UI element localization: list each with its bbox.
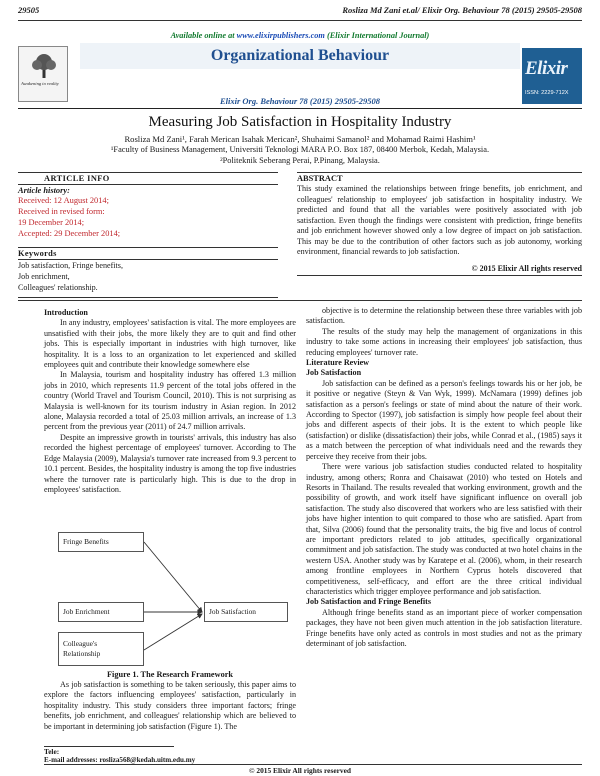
- footnote-rule: [44, 746, 174, 747]
- abstract-rule: [297, 275, 582, 276]
- history-line: Received in revised form:: [18, 207, 105, 216]
- journal-name: Organizational Behaviour: [80, 43, 520, 69]
- footer-rule: [44, 764, 582, 765]
- intro-paragraph-1: In any industry, employees' satisfaction is vital. The more employees are unsatisfied with their jobs, the more likely they are to quit and find other jobs. This is especially important in industries with high turnover, like hospitality. It is a loss to an organization to let experienced and skilled employees quit and contribute their knowledge somewhere else: [44, 318, 296, 370]
- literature-review-heading: Literature Review: [306, 358, 370, 368]
- paper-title: Measuring Job Satisfaction in Hospitality Industry: [148, 114, 452, 130]
- research-framework-figure: [52, 528, 292, 668]
- objective-paragraph: objective is to determine the relationship between these three variables with job satisfaction.: [306, 306, 582, 326]
- elixir-brand: Elixir: [525, 58, 568, 79]
- footer-copyright: © 2015 Elixir All rights reserved: [249, 766, 351, 775]
- keyword-line: Colleagues' relationship.: [18, 283, 98, 292]
- issn-label: ISSN: 2229-712X: [525, 90, 569, 96]
- fringe-benefits-heading: Job Satisfaction and Fringe Benefits: [306, 597, 432, 607]
- keywords-heading: Keywords: [18, 249, 57, 258]
- affiliation-2: ²Politeknik Seberang Perai, P.Pinang, Malaysia.: [220, 156, 380, 165]
- right-column: [306, 306, 582, 649]
- banner-rule: [18, 108, 582, 109]
- awakening-logo: [18, 46, 68, 102]
- email-address[interactable]: rosliza568@kedah.uitm.edu.my: [99, 756, 196, 764]
- after-figure-paragraph: As job satisfaction is something to be taken seriously, this paper aims to explore the factors influencing employees' satisfaction, particularly in hospitality industry. This study considers three important factors; fringe benefits, job enrichment, and colleagues' relationship which are believed to be important in determining job satisfaction (Figure 1). The: [44, 680, 296, 731]
- history-line: Received: 12 August 2014;: [18, 196, 109, 205]
- left-column-continued: [44, 680, 296, 732]
- results-paragraph: The results of the study may help the management of organizations in this industry to take some actions in increasing their employees' job satisfaction, thus reducing employees' turnover rate.: [306, 326, 582, 357]
- keywords-rule: [18, 247, 278, 248]
- telephone-label: Tele:: [44, 747, 60, 756]
- article-info-heading: ARTICLE INFO: [44, 174, 110, 183]
- history-heading: Article history:: [18, 186, 70, 195]
- abstract-heading: ABSTRACT: [297, 174, 343, 183]
- figure-caption: Figure 1. The Research Framework: [106, 670, 234, 679]
- info-rule: [18, 172, 278, 173]
- keywords-rule: [18, 259, 278, 260]
- fringe-benefits-paragraph: Although fringe benefits stand as an important piece of worker compensation packages, they have not been given much attention in the job satisfaction literature. Fringe benefits have only acted as controls in most studies and not as the primary determinant of job satisfaction.: [306, 607, 582, 648]
- intro-paragraph-3: Despite an impressive growth in tourists' arrivals, this industry has also recorded the highest percentage of employees' turnover. According to The Edge Malaysia (2009), Malaysia's turnover rate increased from 9.3 percent to 10.1 percent. Besides, the hospitality industry is among the top five industries where the turnover rate is particularly high. This is due to the drop in employees' satisfaction.: [44, 432, 296, 494]
- box-colleague-line-2: Relationship: [63, 649, 101, 658]
- box-colleague-line-1: Colleague's: [63, 639, 98, 648]
- keywords-rule: [18, 297, 278, 298]
- job-satisfaction-paragraph: Job satisfaction can be defined as a person's feelings towards his or her job, be it positive or negative (Steyn & Van Wyk, 1999). McNamara (1999) defines job satisfaction as a person's feelings or state of mind about the nature of their work. According to Spector (1997), job satisfaction is simply how people feel about their jobs and different aspects of their jobs. It is the extent to which people like (satisfaction) or dislike (dissatisfaction) their jobs, while Conrad et al., (1985) says it as a match between the perception of what individuals need and the rewards they perceive they receive from their jobs.: [306, 378, 582, 461]
- keyword-line: Job satisfaction, Fringe benefits,: [18, 261, 123, 270]
- availability-line: [80, 31, 520, 40]
- intro-paragraph-2: In Malaysia, tourism and hospitality industry has offered 1.3 million jobs in 2010, which represents 11.9 percent of the total jobs offered in the country (World Travel and Tourism Council, 2010). This is not surprising as Malaysia is well-known for its tourism industry in Asian region. In 2012 alone, Malaysia recorded a total of 25.03 million arrivals, an increase of 1.3 percent from the previous year (2011) of 24.7 million arrivals.: [44, 370, 296, 432]
- page-number: 29505: [18, 5, 40, 15]
- box-job-satisfaction: Job Satisfaction: [204, 602, 288, 622]
- abstract-copyright: © 2015 Elixir All rights reserved: [471, 264, 582, 273]
- job-satisfaction-heading: Job Satisfaction: [306, 368, 362, 378]
- abstract-text: This study examined the relationships between fringe benefits, job enrichment, and colleagues' relationship to employees' job satisfaction in hospitality industry. We predicted and found that all the variables were positively associated with job satisfaction. Even though the findings were consistent with prediction, fringe benefits and job enrichment however showed only a low degree of impact on job satisfaction. This may be due to the contribution of other factors such as job autonomy, working environment, financial rewards to job satisfaction.: [297, 184, 582, 256]
- tree-icon: [27, 53, 61, 79]
- left-column: [44, 308, 296, 495]
- journal-citation: Elixir Org. Behaviour 78 (2015) 29505-29508: [219, 96, 381, 106]
- email-line: [44, 756, 195, 764]
- logo-caption: Awakening to reality: [21, 81, 59, 86]
- publisher-link[interactable]: www.elixirpublishers.com: [236, 31, 325, 40]
- history-line: Accepted: 29 December 2014;: [18, 229, 121, 238]
- box-job-enrichment: Job Enrichment: [58, 602, 144, 622]
- info-rule: [18, 184, 278, 185]
- header-rule: [18, 20, 582, 21]
- running-citation: Rosliza Md Zani et.al/ Elixir Org. Behaviour 78 (2015) 29505-29508: [342, 5, 582, 15]
- email-label: E-mail addresses:: [44, 756, 98, 764]
- introduction-heading: Introduction: [44, 308, 88, 317]
- keyword-line: Job enrichment,: [18, 272, 70, 281]
- box-fringe-benefits: Fringe Benefits: [58, 532, 144, 552]
- abstract-rule: [297, 172, 582, 173]
- box-colleague-relationship: [58, 632, 144, 666]
- history-line: 19 December 2014;: [18, 218, 85, 227]
- affiliation-1: ¹Faculty of Business Management, Universiti Teknologi MARA P.O. Box 187, 08400 Merbok, Kedah, Malaysia.: [110, 145, 490, 154]
- section-rule: [18, 300, 582, 301]
- paper-authors: Rosliza Md Zani¹, Farah Merican Isahak Merican², Shuhaimi Samanol² and Mohamad Raimi Hashim¹: [124, 134, 476, 144]
- studies-paragraph: There were various job satisfaction studies conducted related to hospitality industry, among others; Ronra and Chaisawat (2010) who tested on Hotels and Resorts in Thailand. The results revealed that working environment, growth and the possibility of growth, and work itself have significant influence on overall job satisfaction. The study also discovered that workers who are less satisfied with their jobs have higher intention to quit compared to those who are satisfied. Apart from that, Silva (2006) found that the personality traits, the big five and locus of control are important predictors related to job attitudes, specifically organizational commitment and job satisfaction. The study was conducted at two hotel chains in the western USA. Another study was by Karatepe et al. (2006), whom, in their research among frontline employees in Northern Cyprus hotels discovered that competitiveness, self-efficacy, and effort are the three critical individual characteristics which trigger employee performance and job satisfaction.: [306, 462, 582, 596]
- elixir-logo: [522, 48, 582, 104]
- availability-prefix: Available online at: [170, 31, 237, 40]
- availability-suffix: (Elixir International Journal): [324, 31, 430, 40]
